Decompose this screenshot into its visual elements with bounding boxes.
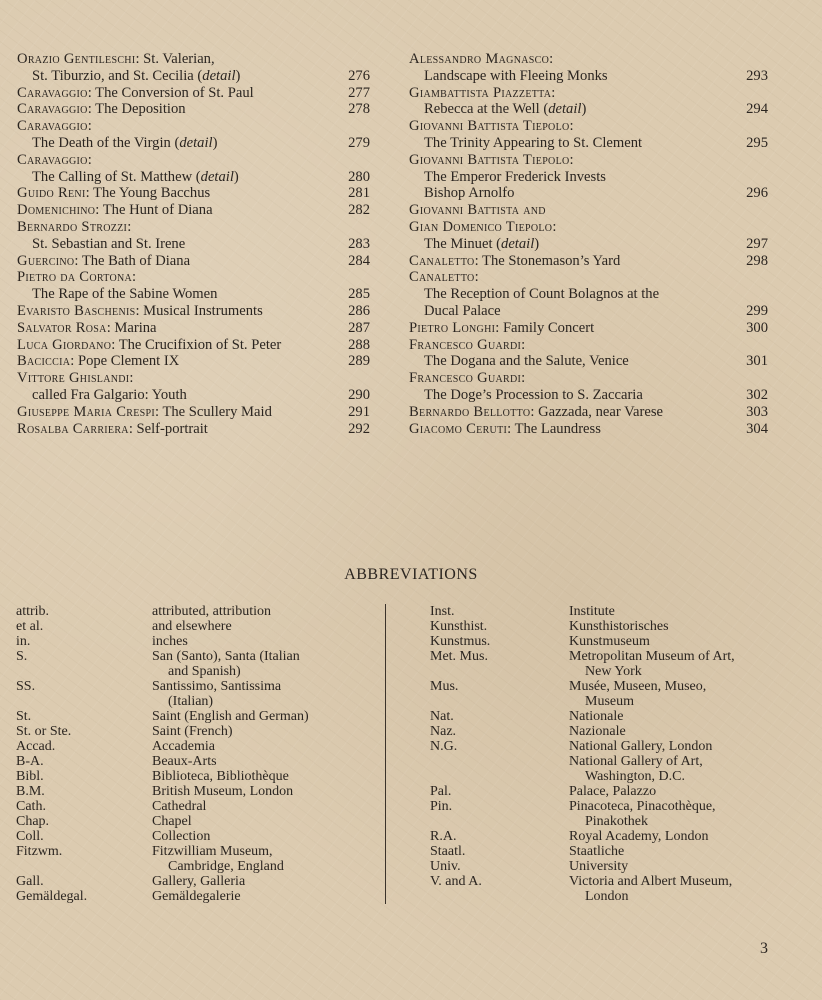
definition-line: Pinacoteca, Pinacothèque, xyxy=(569,799,716,814)
plate-title: Ducal Palace xyxy=(424,302,501,319)
plate-entry xyxy=(17,269,370,303)
plate-title: The Trinity Appearing to St. Clement xyxy=(424,134,643,151)
artist-name: Luca Giordano xyxy=(17,336,112,353)
plate-entry-line: Caravaggio: xyxy=(17,118,92,135)
definition-line: Metropolitan Museum of Art, xyxy=(569,649,735,664)
plate-page-number: 277 xyxy=(348,84,370,101)
abbreviation-definition xyxy=(152,874,245,889)
plate-page-number: 303 xyxy=(746,403,768,420)
plate-page-number: 287 xyxy=(348,319,370,336)
abbreviation-term: Accad. xyxy=(16,739,56,754)
plate-page-number: 294 xyxy=(746,101,768,118)
abbreviation-definition xyxy=(152,619,232,634)
plate-page-number: 301 xyxy=(746,353,768,370)
definition-line: Kunstmuseum xyxy=(569,634,650,649)
detail-note: detail xyxy=(548,101,582,118)
plate-page-number: 279 xyxy=(348,134,370,151)
plate-entry-line: Pietro Longhi: Family Concert xyxy=(409,319,595,336)
plate-entry xyxy=(17,152,370,186)
plate-entry-line: Luca Giordano: The Crucifixion of St. Peter xyxy=(17,336,282,353)
definition-line: Palace, Palazzo xyxy=(569,784,657,799)
plate-entry-line xyxy=(17,135,370,152)
plate-entry xyxy=(17,253,370,270)
artist-name: Domenichino xyxy=(17,202,96,219)
plate-page-number: 290 xyxy=(348,386,370,403)
plate-title: The Stonemason’s Yard xyxy=(482,252,621,269)
plate-entry-line: Salvator Rosa: Marina xyxy=(17,319,157,336)
plate-title: The Calling of St. Matthew (detail) xyxy=(32,168,239,185)
plate-title: Pope Clement IX xyxy=(77,353,180,370)
definition-line: Nazionale xyxy=(569,724,626,739)
plate-entry-line xyxy=(409,219,768,236)
plate-entry xyxy=(17,51,370,85)
plate-entry-line: Caravaggio: xyxy=(17,151,92,168)
abbreviation-definition xyxy=(569,619,669,634)
artist-name: Salvator Rosa xyxy=(17,319,107,336)
plate-entry-line: Canaletto: The Stonemason’s Yard xyxy=(409,252,621,269)
artist-name: Francesco Guardi xyxy=(409,370,522,387)
plate-entry-line: Vittore Ghislandi: xyxy=(17,370,134,387)
abbreviation-term: Inst. xyxy=(430,604,455,619)
abbreviation-definition xyxy=(569,829,708,844)
plate-title: The Doge’s Procession to S. Zaccaria xyxy=(424,386,643,403)
definition-line: Santissimo, Santissima xyxy=(152,679,282,694)
abbreviation-term: Univ. xyxy=(430,859,461,874)
plate-entry-line: Alessandro Magnasco: xyxy=(409,51,554,67)
plate-entry-line: Bernardo Bellotto: Gazzada, near Varese xyxy=(409,403,663,420)
abbreviation-definition xyxy=(152,769,289,784)
definition-line: Saint (English and German) xyxy=(152,709,309,724)
artist-name: Giambattista Piazzetta xyxy=(409,84,552,101)
plate-entry-line xyxy=(409,286,768,303)
abbreviation-definition xyxy=(569,709,623,724)
abbreviation-definition xyxy=(569,739,712,754)
plate-page-number: 283 xyxy=(348,235,370,252)
abbreviation-definition xyxy=(569,859,628,874)
abbreviation-definition xyxy=(152,844,284,874)
plate-entry xyxy=(409,404,768,421)
abbreviations-table xyxy=(0,604,822,910)
abbreviation-definition xyxy=(569,844,624,859)
plate-list xyxy=(0,51,822,441)
abbreviation-definition xyxy=(569,754,703,784)
plate-title: The Reception of Count Bolagnos at the xyxy=(424,286,660,303)
definition-line: Washington, D.C. xyxy=(585,769,685,784)
plate-page-number: 280 xyxy=(348,168,370,185)
abbreviation-definition xyxy=(569,784,656,799)
abbreviation-term: B.M. xyxy=(16,784,45,799)
definition-line: Royal Academy, London xyxy=(569,829,709,844)
abbreviation-term: Pin. xyxy=(430,799,453,814)
plate-page-number: 295 xyxy=(746,134,768,151)
abbreviation-term: SS. xyxy=(16,679,36,694)
definition-line: Biblioteca, Bibliothèque xyxy=(152,769,289,784)
plate-title: Self-portrait xyxy=(136,420,208,437)
plate-entry-line xyxy=(409,387,768,404)
plate-entry xyxy=(17,185,370,202)
plate-entry-line: Francesco Guardi: xyxy=(409,336,526,353)
plate-page-number: 298 xyxy=(746,252,768,269)
plate-title: The Emperor Frederick Invests xyxy=(424,168,606,185)
plate-entry xyxy=(17,353,370,370)
plate-entry xyxy=(409,269,768,319)
artist-name: Caravaggio xyxy=(17,84,88,101)
plate-entry xyxy=(409,370,768,404)
plate-entry xyxy=(409,253,768,270)
artist-name: Bernardo Strozzi xyxy=(17,218,128,235)
plate-entry xyxy=(17,85,370,102)
abbreviation-term: Fitzwm. xyxy=(16,844,63,859)
plate-title: The Death of the Virgin (detail) xyxy=(32,134,218,151)
abbreviation-term: Met. Mus. xyxy=(430,649,488,664)
artist-name: Pietro Longhi xyxy=(409,319,496,336)
definition-line: and elsewhere xyxy=(152,619,232,634)
abbreviation-term: Pal. xyxy=(430,784,452,799)
abbreviation-term: Kunstmus. xyxy=(430,634,491,649)
plate-entry xyxy=(17,404,370,421)
artist-name: Giacomo Ceruti xyxy=(409,420,508,437)
plate-entry-line: Giacomo Ceruti: The Laundress xyxy=(409,420,601,437)
plate-page-number: 304 xyxy=(746,420,768,437)
plate-title: The Bath of Diana xyxy=(81,252,191,269)
abbreviation-term: Cath. xyxy=(16,799,46,814)
plate-title: St. Valerian, xyxy=(143,51,215,67)
plate-page-number: 296 xyxy=(746,185,768,202)
plate-entry-line xyxy=(409,68,768,85)
plate-entry-line: Giambattista Piazzetta: xyxy=(409,84,556,101)
definition-line: Beaux-Arts xyxy=(152,754,217,769)
plate-entry-line xyxy=(409,303,768,320)
plate-entry-line xyxy=(409,353,768,370)
plate-entry-line: Canaletto: xyxy=(409,269,479,286)
plate-title: St. Sebastian and St. Irene xyxy=(32,235,186,252)
plate-entry xyxy=(17,370,370,404)
definition-line: San (Santo), Santa (Italian xyxy=(152,649,300,664)
plate-page-number: 285 xyxy=(348,286,370,303)
plate-page-number: 284 xyxy=(348,252,370,269)
definition-line: Museum xyxy=(585,694,634,709)
plate-list-left-column xyxy=(17,51,370,437)
plate-entry xyxy=(17,202,370,219)
abbreviation-term: Nat. xyxy=(430,709,454,724)
plate-page-number: 302 xyxy=(746,386,768,403)
plate-title: St. Tiburzio, and St. Cecilia (detail) xyxy=(32,67,241,84)
definition-line: New York xyxy=(585,664,642,679)
abbreviation-definition xyxy=(152,814,192,829)
abbreviation-definition xyxy=(152,649,300,679)
plate-entry xyxy=(409,320,768,337)
artist-name: Canaletto xyxy=(409,252,475,269)
artist-name: Canaletto xyxy=(409,269,475,286)
definition-line: Nationale xyxy=(569,709,624,724)
abbreviation-term: Mus. xyxy=(430,679,459,694)
artist-name: Giovanni Battista Tiepolo xyxy=(409,118,570,135)
abbreviation-definition xyxy=(569,799,716,829)
abbreviation-term: N.G. xyxy=(430,739,458,754)
plate-list-right-column xyxy=(409,51,768,437)
plate-entry-line: Orazio Gentileschi: St. Valerian, xyxy=(17,51,215,67)
plate-entry xyxy=(17,101,370,118)
artist-name: Bernardo Bellotto xyxy=(409,403,531,420)
plate-title: Bishop Arnolfo xyxy=(424,185,515,202)
plate-title: The Minuet (detail) xyxy=(424,235,540,252)
plate-title: called Fra Galgario: Youth xyxy=(32,386,187,403)
plate-entry-line: Caravaggio: The Deposition xyxy=(17,101,186,118)
plate-entry xyxy=(409,337,768,371)
abbreviation-definition xyxy=(569,679,706,709)
plate-title: The Scullery Maid xyxy=(162,403,272,420)
plate-entry-line xyxy=(17,286,370,303)
plate-page-number: 276 xyxy=(348,67,370,84)
definition-line: Fitzwilliam Museum, xyxy=(152,844,273,859)
plate-title: Landscape with Fleeing Monks xyxy=(424,67,608,84)
plate-title: The Deposition xyxy=(95,101,186,118)
plate-entry-line: Guido Reni: The Young Bacchus xyxy=(17,185,211,202)
abbreviation-term: Chap. xyxy=(16,814,50,829)
artist-name: Vittore Ghislandi xyxy=(17,370,130,387)
plate-entry-line xyxy=(409,101,768,118)
abbreviation-definition xyxy=(152,604,271,619)
plate-entry-line: Domenichino: The Hunt of Diana xyxy=(17,202,213,219)
plate-title: The Young Bacchus xyxy=(93,185,211,202)
plate-entry xyxy=(409,85,768,119)
plate-title: Rebecca at the Well (detail) xyxy=(424,101,587,118)
definition-line: Saint (French) xyxy=(152,724,233,739)
plate-entry xyxy=(17,320,370,337)
abbreviation-definition xyxy=(152,784,293,799)
plate-entry-line xyxy=(17,236,370,253)
abbreviation-term: B-A. xyxy=(16,754,44,769)
plate-title: The Rape of the Sabine Women xyxy=(32,286,218,303)
plate-page-number: 292 xyxy=(348,420,370,437)
definition-line: Institute xyxy=(569,604,615,619)
abbreviation-term: S. xyxy=(16,649,28,664)
abbreviation-term: Kunsthist. xyxy=(430,619,488,634)
plate-entry-line xyxy=(17,68,370,85)
abbreviation-term: Gemäldegal. xyxy=(16,889,88,904)
artist-name: Francesco Guardi xyxy=(409,336,522,353)
plate-title: Musical Instruments xyxy=(143,302,263,319)
abbreviation-definition xyxy=(152,889,241,904)
definition-line: Musée, Museen, Museo, xyxy=(569,679,707,694)
detail-note: detail xyxy=(202,67,236,84)
plate-page-number: 288 xyxy=(348,336,370,353)
plate-page-number: 286 xyxy=(348,302,370,319)
abbreviation-term: attrib. xyxy=(16,604,50,619)
artist-name: Giovanni Battista and xyxy=(409,202,546,219)
definition-line: Cathedral xyxy=(152,799,207,814)
plate-entry-line: Bernardo Strozzi: xyxy=(17,218,132,235)
artist-name: Giovanni Battista Tiepolo xyxy=(409,151,570,168)
plate-page-number: 293 xyxy=(746,67,768,84)
plate-page-number: 289 xyxy=(348,353,370,370)
plate-title: The Dogana and the Salute, Venice xyxy=(424,353,629,370)
abbreviation-term: Naz. xyxy=(430,724,457,739)
definition-line: (Italian) xyxy=(168,694,214,709)
definition-line: National Gallery of Art, xyxy=(569,754,703,769)
artist-name: Evaristo Baschenis xyxy=(17,302,136,319)
definition-line: Cambridge, England xyxy=(168,859,284,874)
abbreviation-definition xyxy=(569,724,626,739)
plate-page-number: 282 xyxy=(348,202,370,219)
plate-entry-line: Guercino: The Bath of Diana xyxy=(17,252,191,269)
artist-name: Caravaggio xyxy=(17,101,88,118)
plate-title: Marina xyxy=(114,319,157,336)
definition-line: Gemäldegalerie xyxy=(152,889,241,904)
column-divider xyxy=(385,604,386,904)
artist-name: Caravaggio xyxy=(17,118,88,135)
artist-name: Giuseppe Maria Crespi xyxy=(17,403,155,420)
artist-name: Guercino xyxy=(17,252,75,269)
definition-line: Gallery, Galleria xyxy=(152,874,246,889)
plate-entry xyxy=(409,152,768,202)
definition-line: Victoria and Albert Museum, xyxy=(569,874,733,889)
plate-page-number: 297 xyxy=(746,235,768,252)
plate-entry-line xyxy=(409,202,768,219)
plate-entry xyxy=(17,219,370,253)
abbreviation-definition xyxy=(569,604,615,619)
artist-name: Alessandro Magnasco xyxy=(409,51,550,67)
abbreviation-term: Staatl. xyxy=(430,844,466,859)
definition-line: Collection xyxy=(152,829,211,844)
abbreviation-definition xyxy=(152,829,210,844)
plate-entry-line xyxy=(409,135,768,152)
plate-entry-line xyxy=(409,169,768,186)
plate-entry xyxy=(409,51,768,85)
definition-line: University xyxy=(569,859,629,874)
plate-title: Family Concert xyxy=(502,319,595,336)
plate-page-number: 291 xyxy=(348,403,370,420)
plate-entry xyxy=(17,303,370,320)
plate-title: The Conversion of St. Paul xyxy=(95,84,254,101)
definition-line: attributed, attribution xyxy=(152,604,271,619)
definition-line: Chapel xyxy=(152,814,192,829)
plate-entry-line: Rosalba Carriera: Self-portrait xyxy=(17,420,208,437)
page-number: 3 xyxy=(760,940,768,957)
plate-entry-line: Giovanni Battista Tiepolo: xyxy=(409,118,574,135)
abbreviation-term: R.A. xyxy=(430,829,457,844)
plate-entry xyxy=(409,421,768,438)
definition-line: British Museum, London xyxy=(152,784,294,799)
plate-entry-line xyxy=(409,236,768,253)
artist-name: Gian Domenico Tiepolo: xyxy=(409,218,557,235)
plate-entry-line: Pietro da Cortona: xyxy=(17,269,137,286)
plate-title: The Laundress xyxy=(514,420,601,437)
plate-title: The Hunt of Diana xyxy=(102,202,213,219)
abbreviation-definition xyxy=(152,709,309,724)
detail-note: detail xyxy=(200,168,234,185)
plate-title: The Crucifixion of St. Peter xyxy=(118,336,282,353)
abbreviation-definition xyxy=(152,679,281,709)
plate-page-number: 299 xyxy=(746,302,768,319)
abbreviation-term: et al. xyxy=(16,619,44,634)
artist-name: Baciccia xyxy=(17,353,71,370)
definition-line: London xyxy=(585,889,629,904)
definition-line: Pinakothek xyxy=(585,814,648,829)
abbreviation-term: St. or Ste. xyxy=(16,724,72,739)
abbreviations-heading: ABBREVIATIONS xyxy=(344,566,478,583)
abbreviation-definition xyxy=(569,649,735,679)
plate-entry xyxy=(409,118,768,152)
plate-entry-line: Evaristo Baschenis: Musical Instruments xyxy=(17,302,263,319)
plate-entry-line: Giuseppe Maria Crespi: The Scullery Maid xyxy=(17,403,272,420)
plate-entry-line: Francesco Guardi: xyxy=(409,370,526,387)
detail-note: detail xyxy=(501,235,535,252)
abbreviation-term: V. and A. xyxy=(430,874,482,889)
plate-entry-line: Baciccia: Pope Clement IX xyxy=(17,353,180,370)
definition-line: and Spanish) xyxy=(168,664,241,679)
abbreviation-term: Gall. xyxy=(16,874,44,889)
definition-line: inches xyxy=(152,634,188,649)
artist-name: Rosalba Carriera xyxy=(17,420,129,437)
abbreviation-term: Bibl. xyxy=(16,769,44,784)
abbreviation-definition xyxy=(152,754,217,769)
plate-entry-line xyxy=(17,169,370,186)
plate-entry-line xyxy=(409,185,768,202)
plate-title: Gazzada, near Varese xyxy=(538,403,663,420)
plate-page-number: 278 xyxy=(348,101,370,118)
abbreviation-definition xyxy=(152,634,188,649)
definition-line: Staatliche xyxy=(569,844,625,859)
artist-name: Caravaggio xyxy=(17,151,88,168)
artist-name: Orazio Gentileschi xyxy=(17,51,136,67)
definition-line: Accademia xyxy=(152,739,215,754)
abbreviation-term: in. xyxy=(16,634,31,649)
abbreviation-definition xyxy=(152,739,215,754)
abbreviation-definition xyxy=(152,799,206,814)
plate-entry xyxy=(17,421,370,438)
artist-name: Guido Reni xyxy=(17,185,86,202)
abbreviation-term: Coll. xyxy=(16,829,44,844)
detail-note: detail xyxy=(179,134,213,151)
plate-page-number: 281 xyxy=(348,185,370,202)
plate-entry-line: Caravaggio: The Conversion of St. Paul xyxy=(17,84,254,101)
plate-entry xyxy=(409,202,768,252)
definition-line: Kunsthistorisches xyxy=(569,619,669,634)
abbreviation-term: St. xyxy=(16,709,32,724)
definition-line: National Gallery, London xyxy=(569,739,713,754)
artist-name: Pietro da Cortona xyxy=(17,269,133,286)
abbreviation-definition xyxy=(569,874,732,904)
plate-entry-line: Giovanni Battista Tiepolo: xyxy=(409,151,574,168)
plate-entry xyxy=(17,337,370,354)
plate-entry xyxy=(17,118,370,152)
plate-page-number: 300 xyxy=(746,319,768,336)
abbreviation-definition xyxy=(569,634,650,649)
plate-entry-line xyxy=(17,387,370,404)
abbreviation-definition xyxy=(152,724,232,739)
